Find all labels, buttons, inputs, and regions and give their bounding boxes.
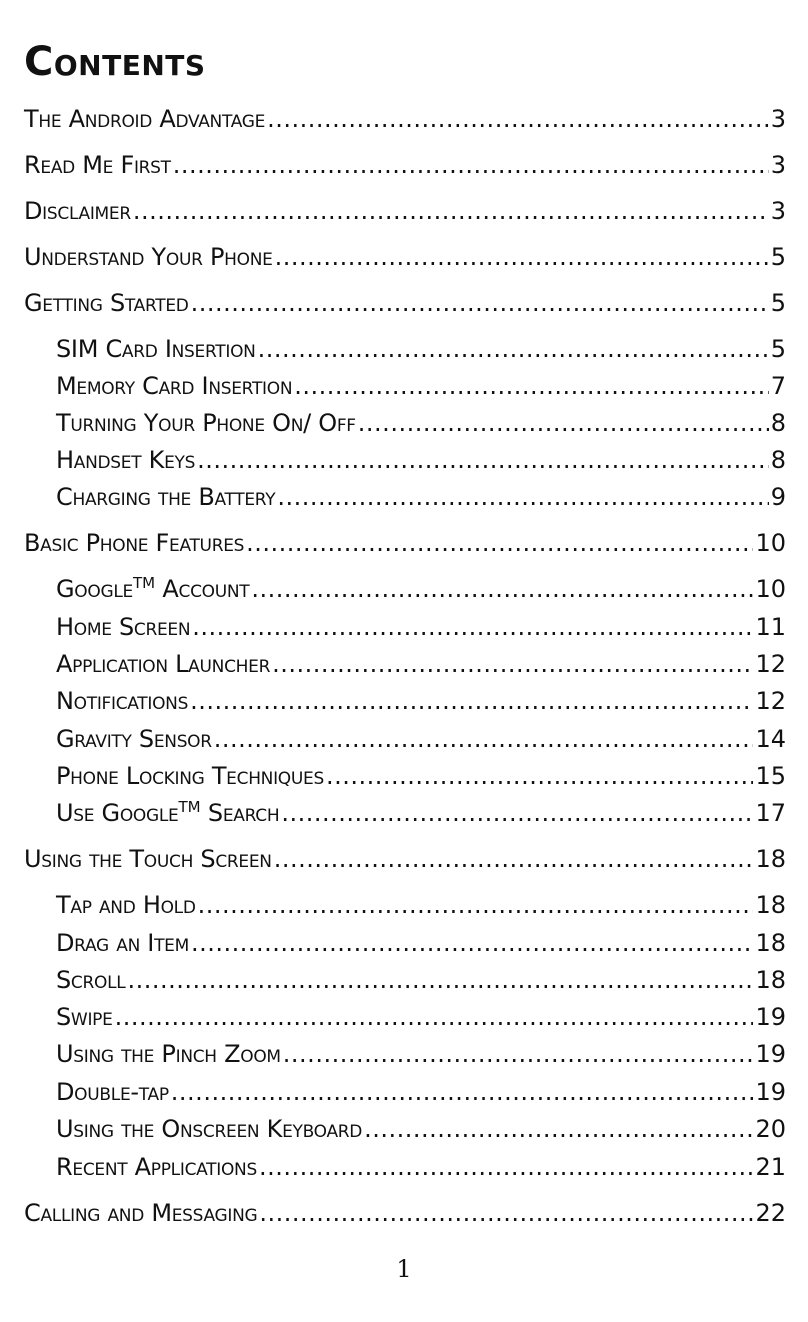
toc-entry-page: 7 xyxy=(770,372,786,400)
toc-entry-page: 18 xyxy=(755,966,786,994)
toc-entry-label: Drag an Item xyxy=(56,929,189,957)
toc-dot-leader xyxy=(275,242,769,272)
toc-dot-leader xyxy=(191,928,753,958)
toc-entry-recent-applications[interactable] xyxy=(56,1152,786,1182)
toc-entry-page: 5 xyxy=(770,335,786,363)
toc-entry-label-text: Account xyxy=(155,575,250,603)
toc-entry-scroll[interactable] xyxy=(56,965,786,995)
toc-entry-label: Disclaimer xyxy=(24,197,131,225)
toc-entry-basic-phone-features[interactable] xyxy=(24,528,786,558)
toc-entry-page: 19 xyxy=(755,1078,786,1106)
toc-dot-leader xyxy=(133,196,769,226)
toc-entry-label-text: Search xyxy=(200,799,280,827)
toc-entry-label: Using the Onscreen Keyboard xyxy=(56,1115,363,1143)
toc-entry-label: Read Me First xyxy=(24,151,171,179)
toc-entry-page: 19 xyxy=(755,1040,786,1068)
toc-entry-label: Handset Keys xyxy=(56,446,196,474)
toc-entry-label: SIM Card Insertion xyxy=(56,335,256,363)
page-title: Contents xyxy=(24,39,206,85)
toc-entry-application-launcher[interactable] xyxy=(56,649,786,679)
toc-entry-label: Understand Your Phone xyxy=(24,243,273,271)
toc-entry-page: 14 xyxy=(755,725,786,753)
toc-dot-leader xyxy=(127,965,753,995)
toc-entry-tap-and-hold[interactable] xyxy=(56,890,786,920)
toc-entry-page: 9 xyxy=(770,483,786,511)
toc-entry-page: 18 xyxy=(755,929,786,957)
toc-dot-leader xyxy=(326,761,753,791)
toc-dot-leader xyxy=(192,612,753,642)
toc-entry-onscreen-keyboard[interactable] xyxy=(56,1114,786,1144)
toc-dot-leader xyxy=(171,1077,754,1107)
toc-entry-page: 3 xyxy=(770,105,786,133)
toc-dot-leader xyxy=(281,798,753,828)
toc-entry-label xyxy=(56,574,249,604)
toc-entry-page: 3 xyxy=(770,197,786,225)
toc-entry-read-me-first[interactable] xyxy=(24,150,786,180)
toc-dot-leader xyxy=(115,1002,754,1032)
toc-entry-page: 19 xyxy=(755,1003,786,1031)
toc-entry-disclaimer[interactable] xyxy=(24,196,786,226)
toc-entry-page: 18 xyxy=(755,845,786,873)
toc-entry-label: Application Launcher xyxy=(56,650,271,678)
toc-entry-label: Tap and Hold xyxy=(56,891,196,919)
toc-entry-label: Scroll xyxy=(56,966,126,994)
toc-dot-leader xyxy=(259,1198,753,1228)
toc-entry-label: Turning Your Phone On/ Off xyxy=(56,409,356,437)
page-number: 1 xyxy=(396,1255,412,1283)
toc-entry-label-text: Google xyxy=(56,575,133,603)
toc-entry-label: Phone Locking Techniques xyxy=(56,762,324,790)
toc-entry-turning-phone-on-off[interactable] xyxy=(56,408,786,438)
toc-entry-label: Charging the Battery xyxy=(56,483,276,511)
toc-entry-page: 18 xyxy=(755,891,786,919)
toc-dot-leader xyxy=(214,724,754,754)
toc-entry-label: Double-tap xyxy=(56,1078,169,1106)
toc-entry-page: 12 xyxy=(755,650,786,678)
toc-entry-label: Memory Card Insertion xyxy=(56,372,293,400)
toc-entry-label: Swipe xyxy=(56,1003,113,1031)
toc-entry-understand-your-phone[interactable] xyxy=(24,242,786,272)
toc-entry-page: 20 xyxy=(755,1115,786,1143)
toc-entry-label: Notifications xyxy=(56,687,189,715)
toc-entry-memory-card-insertion[interactable] xyxy=(56,371,786,401)
toc-entry-double-tap[interactable] xyxy=(56,1077,786,1107)
toc-entry-page: 12 xyxy=(755,687,786,715)
toc-dot-leader xyxy=(283,1039,754,1069)
toc-entry-getting-started[interactable] xyxy=(24,288,786,318)
toc-entry-charging-battery[interactable] xyxy=(56,482,786,512)
toc-entry-sim-card-insertion[interactable] xyxy=(56,334,786,364)
toc-entry-label: Getting Started xyxy=(24,289,189,317)
toc-dot-leader xyxy=(277,482,768,512)
toc-entry-notifications[interactable] xyxy=(56,686,786,716)
toc-entry-google-account[interactable] xyxy=(56,574,786,604)
toc-entry-android-advantage[interactable] xyxy=(24,104,786,134)
toc-dot-leader xyxy=(191,288,769,318)
toc-dot-leader xyxy=(259,1152,754,1182)
toc-dot-leader xyxy=(173,150,769,180)
toc-entry-home-screen[interactable] xyxy=(56,612,786,642)
toc-entry-label: The Android Advantage xyxy=(24,105,266,133)
toc-entry-using-pinch-zoom[interactable] xyxy=(56,1039,786,1069)
toc-entry-calling-and-messaging[interactable] xyxy=(24,1198,786,1228)
toc-entry-page: 5 xyxy=(770,289,786,317)
toc-dot-leader xyxy=(258,334,769,364)
toc-entry-page: 15 xyxy=(755,762,786,790)
toc-entry-label: Calling and Messaging xyxy=(24,1199,258,1227)
toc-entry-label: Using the Pinch Zoom xyxy=(56,1040,281,1068)
toc-dot-leader xyxy=(294,371,768,401)
toc-dot-leader xyxy=(358,408,769,438)
toc-dot-leader xyxy=(190,686,753,716)
toc-dot-leader xyxy=(246,528,753,558)
toc-entry-label: Using the Touch Screen xyxy=(24,845,272,873)
toc-entry-page: 21 xyxy=(755,1153,786,1181)
toc-entry-page: 3 xyxy=(770,151,786,179)
toc-entry-using-touch-screen[interactable] xyxy=(24,844,786,874)
toc-entry-page: 8 xyxy=(770,409,786,437)
toc-dot-leader xyxy=(364,1114,753,1144)
trademark-symbol: TM xyxy=(178,798,201,816)
trademark-symbol: TM xyxy=(132,574,156,592)
toc-entry-use-google-search[interactable] xyxy=(56,798,786,828)
toc-dot-leader xyxy=(251,574,753,604)
toc-dot-leader xyxy=(267,104,769,134)
toc-entry-drag-an-item[interactable] xyxy=(56,928,786,958)
toc-entry-label xyxy=(56,798,279,828)
toc-entry-swipe[interactable] xyxy=(56,1002,786,1032)
toc-entry-label: Home Screen xyxy=(56,613,191,641)
toc-dot-leader xyxy=(198,890,754,920)
toc-entry-label-text: Use Google xyxy=(56,799,179,827)
toc-entry-page: 10 xyxy=(755,575,786,603)
toc-entry-phone-locking-techniques[interactable] xyxy=(56,761,786,791)
toc-entry-label: Basic Phone Features xyxy=(24,529,245,557)
toc-entry-label: Gravity Sensor xyxy=(56,725,212,753)
toc-entry-page: 17 xyxy=(755,799,786,827)
toc-entry-gravity-sensor[interactable] xyxy=(56,724,786,754)
toc-entry-page: 5 xyxy=(770,243,786,271)
toc-entry-label: Recent Applications xyxy=(56,1153,257,1181)
toc-dot-leader xyxy=(197,445,769,475)
toc-entry-handset-keys[interactable] xyxy=(56,445,786,475)
toc-dot-leader xyxy=(274,844,754,874)
toc-entry-page: 10 xyxy=(755,529,786,557)
toc-dot-leader xyxy=(272,649,753,679)
toc-entry-page: 11 xyxy=(755,613,786,641)
toc-entry-page: 22 xyxy=(755,1199,786,1227)
toc-entry-page: 8 xyxy=(770,446,786,474)
